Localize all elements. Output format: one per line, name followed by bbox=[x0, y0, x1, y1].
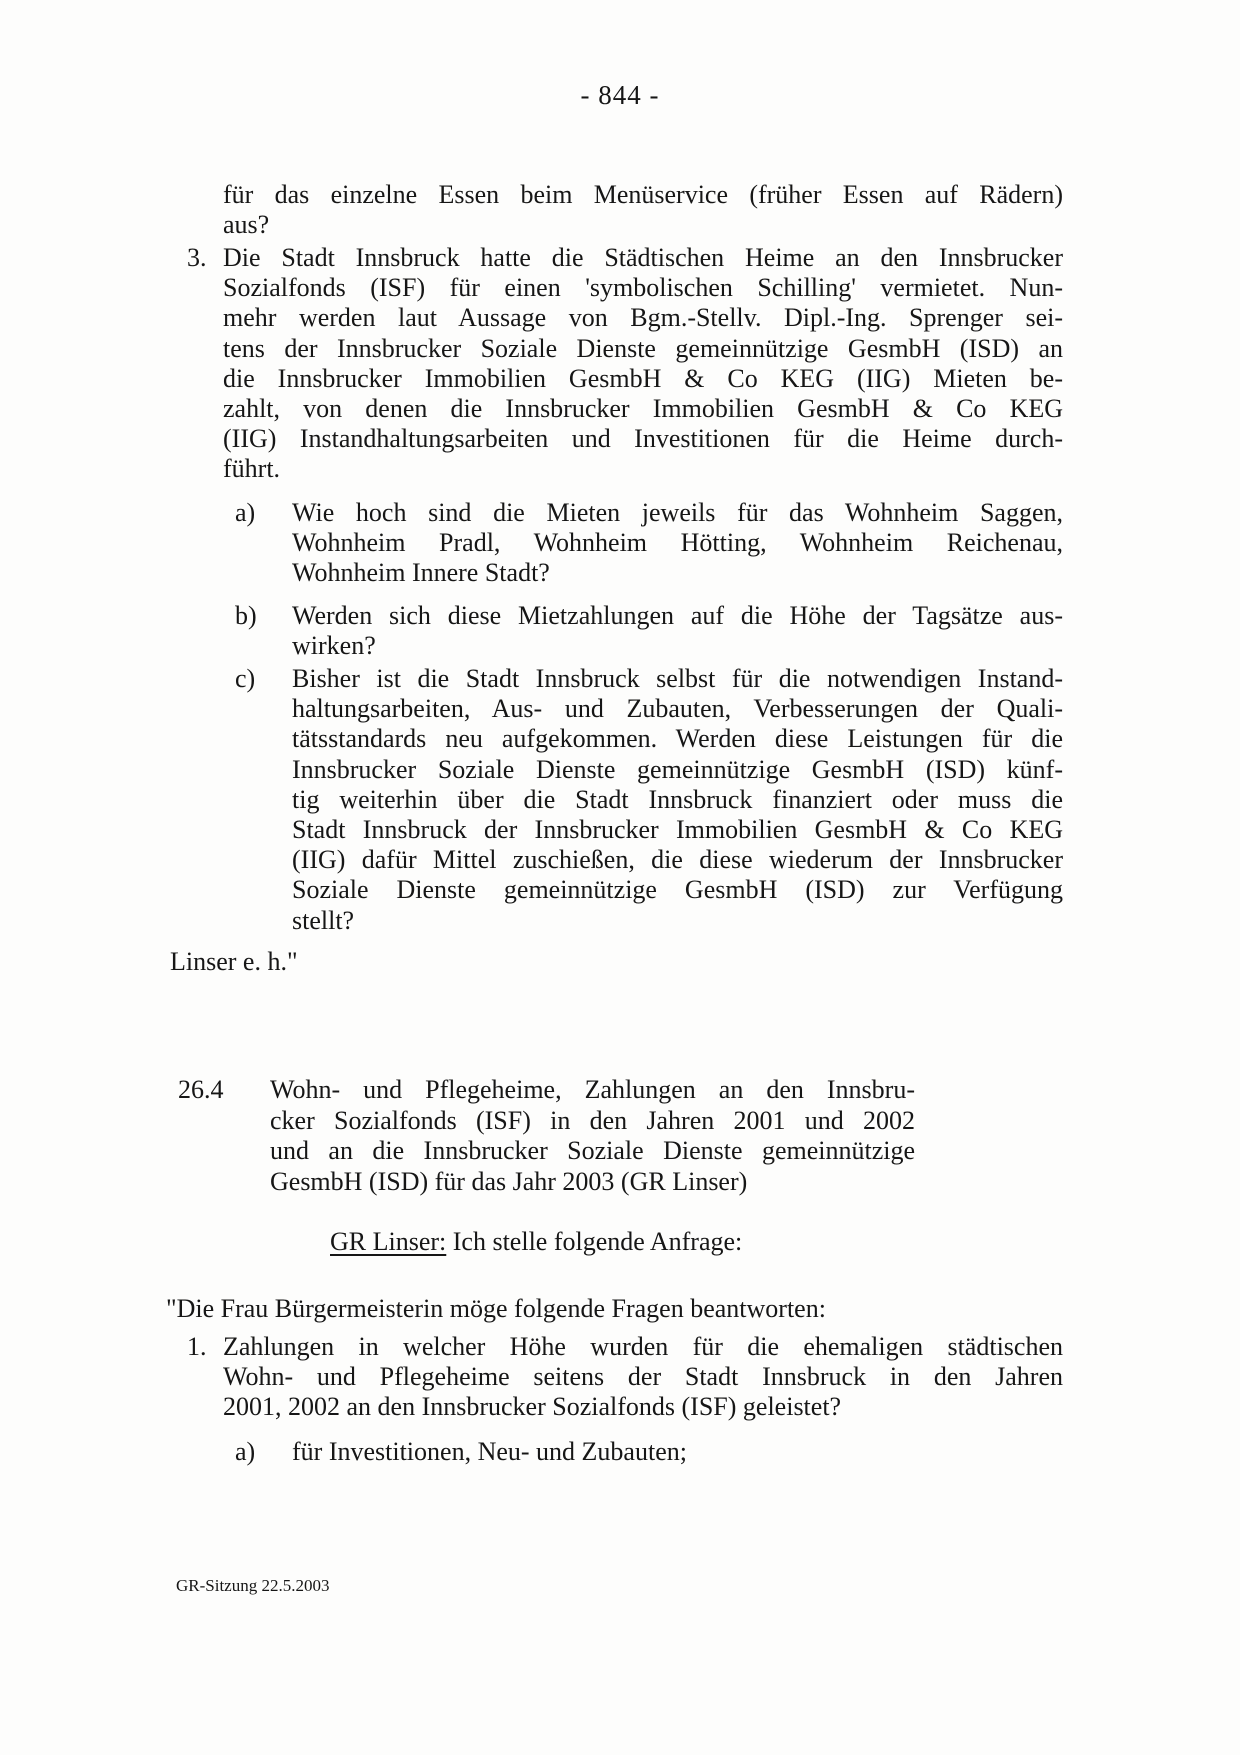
text-line: haltungsarbeiten, Aus- und Zubauten, Verbesserungen der Quali- bbox=[292, 694, 1063, 724]
text-line: GesmbH (ISD) für das Jahr 2003 (GR Linser) bbox=[270, 1166, 748, 1196]
text-line: Wohn- und Pflegeheime, Zahlungen an den Innsbru- bbox=[270, 1075, 915, 1104]
text-line: (IIG) dafür Mittel zuschießen, die diese wiederum der Innsbrucker bbox=[292, 845, 1063, 875]
section-number: 26.4 bbox=[178, 1075, 224, 1104]
text-line: Zahlungen in welcher Höhe wurden für die ehemaligen städtischen bbox=[223, 1332, 1063, 1361]
sub-item-c-text bbox=[292, 664, 1063, 936]
text-line: Wie hoch sind die Mieten jeweils für das Wohnheim Saggen, bbox=[292, 498, 1063, 527]
text-line: tig weiterhin über die Stadt Innsbruck finanziert oder muss die bbox=[292, 784, 1063, 814]
sub-marker-c: c) bbox=[235, 664, 256, 693]
list-marker-3: 3. bbox=[187, 243, 207, 272]
text-line: führt. bbox=[223, 454, 281, 484]
sub-marker-a: a) bbox=[235, 498, 256, 527]
text-line: aus? bbox=[223, 210, 270, 240]
speaker-label: GR Linser: bbox=[330, 1227, 447, 1256]
text-line: Wohn- und Pflegeheime seitens der Stadt Innsbruck in den Jahren bbox=[223, 1362, 1063, 1392]
page-number: - 844 - bbox=[580, 80, 660, 110]
page-footer: GR-Sitzung 22.5.2003 bbox=[176, 1576, 330, 1595]
list-marker-1: 1. bbox=[187, 1332, 207, 1361]
text-line: Die Stadt Innsbruck hatte die Städtischen Heime an den Innsbrucker bbox=[223, 243, 1063, 272]
text-line: Wohnheim Pradl, Wohnheim Hötting, Wohnheim Reichenau, bbox=[292, 528, 1063, 558]
text-line: Sozialfonds (ISF) für einen 'symbolischen Schilling' vermietet. Nun- bbox=[223, 273, 1063, 303]
text-line: zahlt, von denen die Innsbrucker Immobilien GesmbH & Co KEG bbox=[223, 394, 1063, 424]
list-item-1-text bbox=[223, 1332, 1063, 1423]
text-line: tens der Innsbrucker Soziale Dienste gemeinnützige GesmbH (ISD) an bbox=[223, 333, 1063, 363]
speaker-line bbox=[330, 1227, 742, 1257]
intro-paragraph bbox=[223, 180, 1063, 240]
text-line: (IIG) Instandhaltungsarbeiten und Investitionen für die Heime durch- bbox=[223, 424, 1063, 454]
sub-item-a-text bbox=[292, 498, 1063, 589]
text-line: die Innsbrucker Immobilien GesmbH & Co KEG (IIG) Mieten be- bbox=[223, 363, 1063, 393]
text-line: Soziale Dienste gemeinnützige GesmbH (ISD) zur Verfügung bbox=[292, 875, 1063, 905]
speaker-text: Ich stelle folgende Anfrage: bbox=[446, 1227, 743, 1256]
list-item-3-text bbox=[223, 243, 1063, 485]
section-heading bbox=[270, 1075, 915, 1197]
signature: Linser e. h." bbox=[170, 947, 298, 976]
sub-marker-a2: a) bbox=[235, 1437, 256, 1466]
text-line: für das einzelne Essen beim Menüservice (früher Essen auf Rädern) bbox=[223, 180, 1063, 209]
sub-item-a2-text: für Investitionen, Neu- und Zubauten; bbox=[292, 1437, 687, 1466]
text-line: tätsstandards neu aufgekommen. Werden diese Leistungen für die bbox=[292, 724, 1063, 754]
text-line: stellt? bbox=[292, 905, 355, 935]
quote-intro: "Die Frau Bürgermeisterin möge folgende Fragen beantworten: bbox=[166, 1294, 826, 1323]
text-line: wirken? bbox=[292, 631, 376, 661]
text-line: mehr werden laut Aussage von Bgm.-Stellv. Dipl.-Ing. Sprenger sei- bbox=[223, 303, 1063, 333]
text-line: Bisher ist die Stadt Innsbruck selbst für die notwendigen Instand- bbox=[292, 664, 1063, 693]
sub-marker-b: b) bbox=[235, 601, 257, 630]
text-line: Stadt Innsbruck der Innsbrucker Immobilien GesmbH & Co KEG bbox=[292, 815, 1063, 845]
text-line: 2001, 2002 an den Innsbrucker Sozialfonds (ISF) geleistet? bbox=[223, 1392, 842, 1422]
text-line: und an die Innsbrucker Soziale Dienste gemeinnützige bbox=[270, 1136, 915, 1165]
text-line: cker Sozialfonds (ISF) in den Jahren 2001 und 2002 bbox=[270, 1105, 915, 1135]
text-line: Wohnheim Innere Stadt? bbox=[292, 558, 550, 588]
text-line: Werden sich diese Mietzahlungen auf die Höhe der Tagsätze aus- bbox=[292, 601, 1063, 630]
sub-item-b-text bbox=[292, 601, 1063, 661]
text-line: Innsbrucker Soziale Dienste gemeinnützige GesmbH (ISD) künf- bbox=[292, 754, 1063, 784]
